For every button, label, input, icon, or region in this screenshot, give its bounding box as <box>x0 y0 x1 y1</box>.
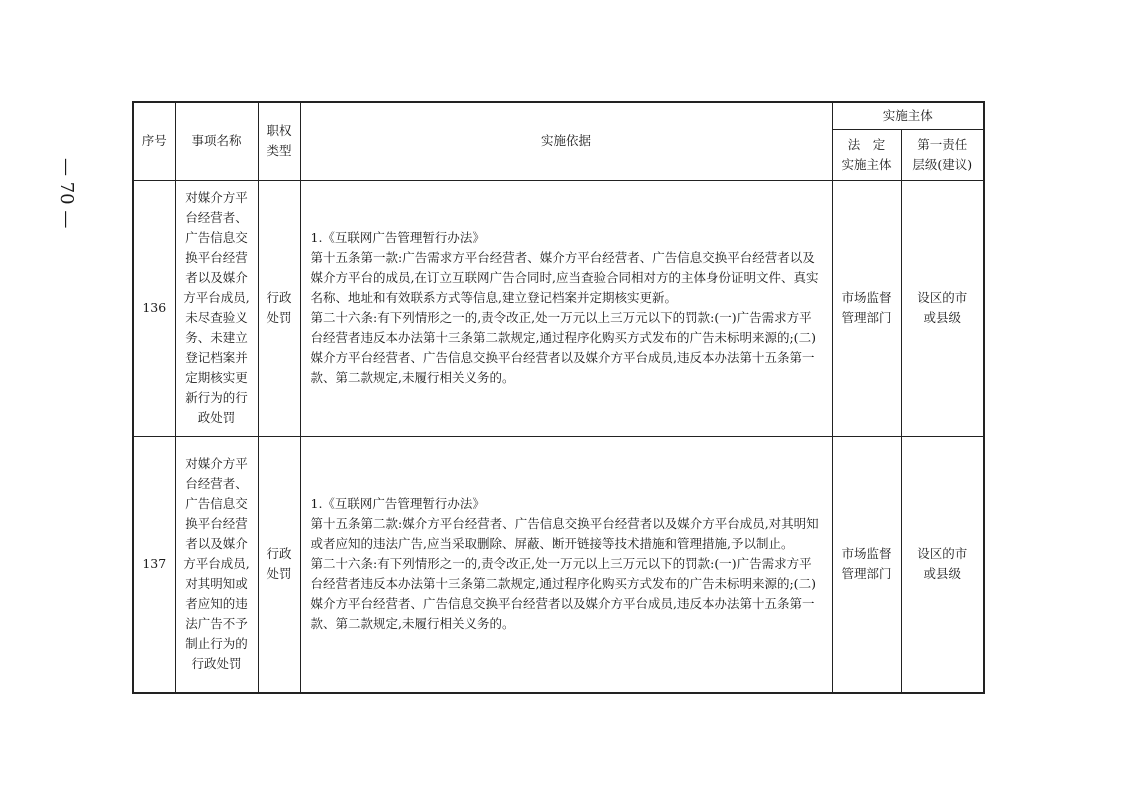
row-first-responsibility <box>901 180 984 436</box>
row-legal-subject: 市场监督管理部门 <box>832 180 901 436</box>
header-power-type: 职权类型 <box>258 102 300 180</box>
row-power-type: 行政处罚 <box>258 436 300 693</box>
row-seq: 136 <box>133 180 175 436</box>
enforcement-items-table <box>132 101 985 694</box>
row-seq: 137 <box>133 436 175 693</box>
basis-article-26: 第二十六条:有下列情形之一的,责令改正,处一万元以上三万元以下的罚款:(一)广告需求方平台经营者违反本办法第十三条第二款规定,通过程序化购买方式发布的广告未标明来源的;(二)媒介方平台经营者、广告信息交换平台经营者以及媒介方平台成员,违反本办法第十五条第一款、第二款规定,未履行相关义务的。 <box>310 556 816 632</box>
header-seq: 序号 <box>133 102 175 180</box>
header-item-name: 事项名称 <box>175 102 258 180</box>
basis-article-15: 第十五条第二款:媒介方平台经营者、广告信息交换平台经营者以及媒介方平台成员,对其明知或者应知的违法广告,应当采取删除、屏蔽、断开链接等技术措施和管理措施,予以制止。 <box>310 516 819 552</box>
header-legal-subject <box>832 129 901 180</box>
row-first-responsibility-text: 设区的市或县级 <box>917 290 968 325</box>
row-first-responsibility-text: 设区的市或县级 <box>917 546 968 582</box>
header-first-responsibility <box>901 129 984 180</box>
basis-law-title: 1.《互联网广告管理暂行办法》 <box>310 230 485 245</box>
basis-article-26: 第二十六条:有下列情形之一的,责令改正,处一万元以上三万元以下的罚款:(一)广告需求方平台经营者违反本办法第十三条第二款规定,通过程序化购买方式发布的广告未标明来源的;(二)媒介方平台经营者、广告信息交换平台经营者以及媒介方平台成员,违反本办法第十五条第一款、第二款规定,未履行相关义务的。 <box>310 310 816 385</box>
table-row <box>133 436 984 693</box>
row-legal-subject: 市场监督管理部门 <box>832 436 901 693</box>
row-item-name: 对媒介方平台经营者、广告信息交换平台经营者以及媒介方平台成员,未尽查验义务、未建立登记档案并定期核实更新行为的行政处罚 <box>175 180 258 436</box>
header-subject-group: 实施主体 <box>832 102 984 129</box>
page-number: — 70 — <box>56 158 77 229</box>
header-first-responsibility-line1: 第一责任 <box>917 136 968 152</box>
row-basis <box>300 436 832 693</box>
basis-article-15: 第十五条第一款:广告需求方平台经营者、媒介方平台经营者、广告信息交换平台经营者以及媒介方平台的成员,在订立互联网广告合同时,应当查验合同相对方的主体身份证明文件、真实名称、地址和有效联系方式等信息,建立登记档案并定期核实更新。 <box>310 250 819 305</box>
header-basis: 实施依据 <box>300 102 832 180</box>
header-legal-subject-line2: 实施主体 <box>841 156 892 172</box>
header-first-responsibility-line2: 层级(建议) <box>912 156 973 172</box>
row-basis <box>300 180 832 436</box>
basis-law-title: 1.《互联网广告管理暂行办法》 <box>310 496 485 512</box>
row-first-responsibility <box>901 436 984 693</box>
row-item-name: 对媒介方平台经营者、广告信息交换平台经营者以及媒介方平台成员,对其明知或者应知的违法广告不予制止行为的行政处罚 <box>175 436 258 693</box>
row-power-type: 行政处罚 <box>258 180 300 436</box>
header-legal-subject-line1: 法 定 <box>847 136 886 152</box>
table-row <box>133 180 984 436</box>
